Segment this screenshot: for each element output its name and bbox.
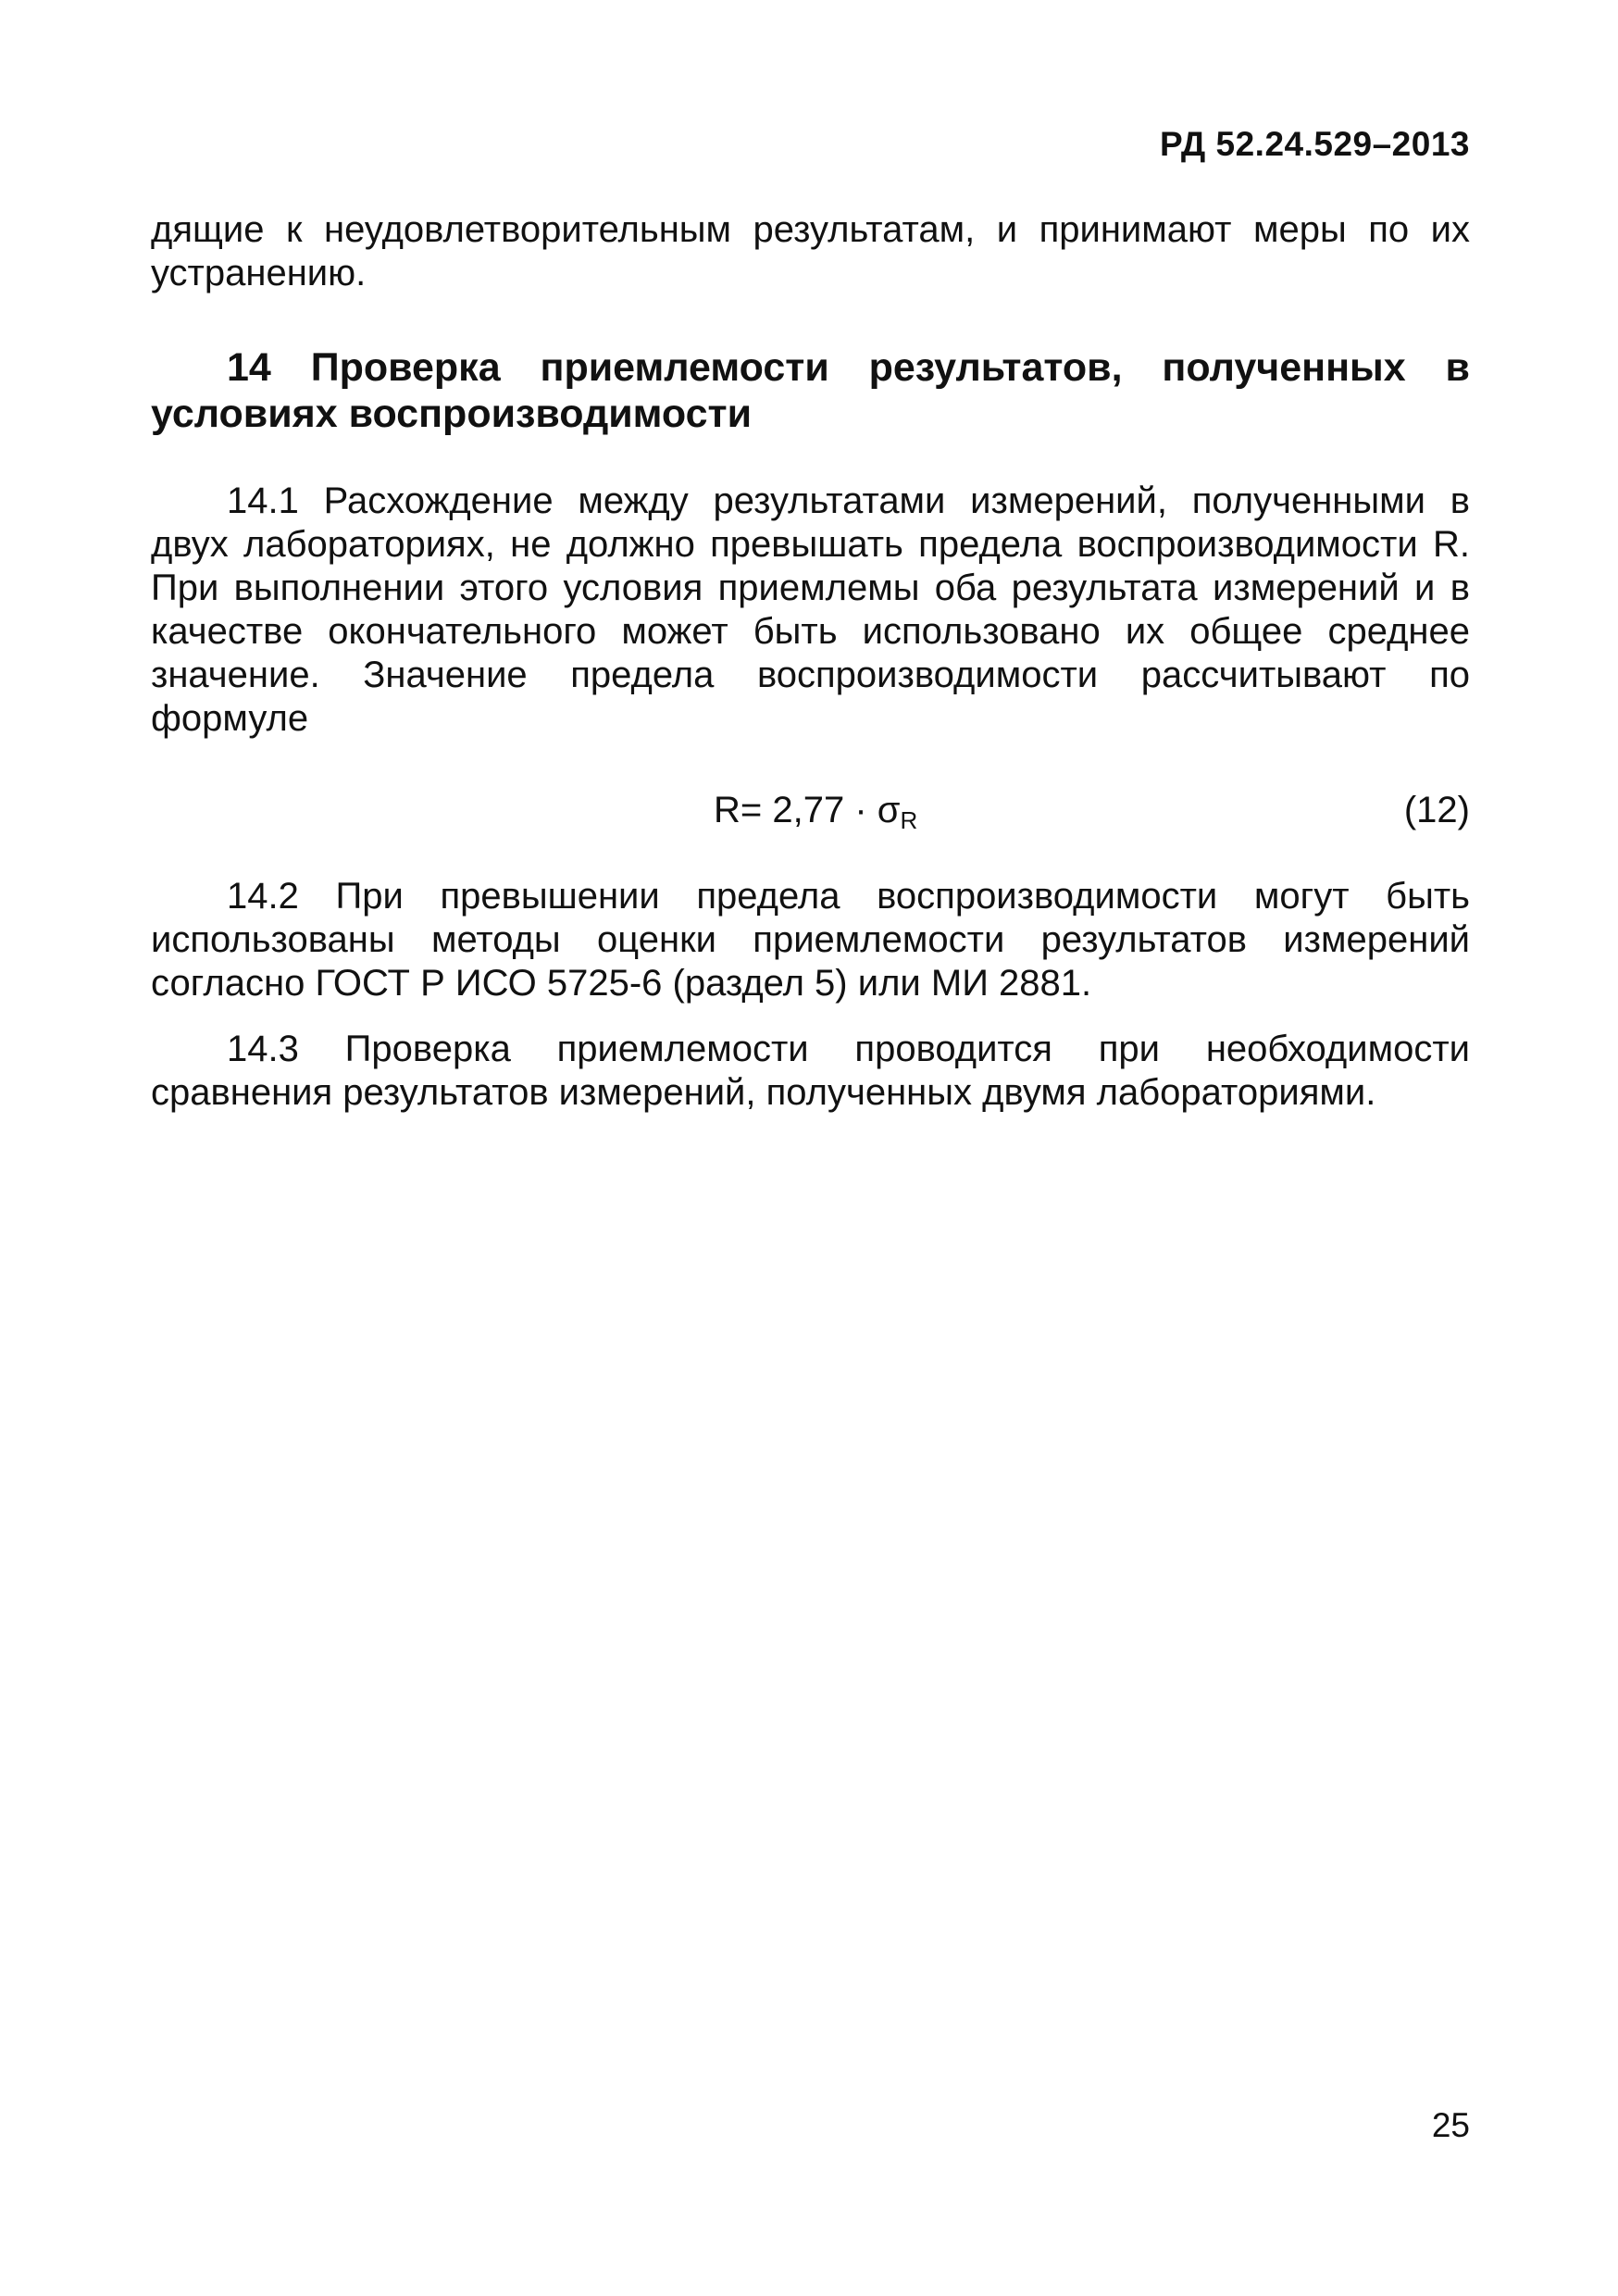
continuation-paragraph: дящие к неудовлетворительным результатам, и принимают меры по их устранению. bbox=[151, 209, 1470, 293]
section-14-heading bbox=[151, 344, 1470, 437]
paragraph-14-1: 14.1 Расхождение между результатами измерений, полученными в двух лабораториях, не должно превышать предела воспроизводимости R. При выполнении этого условия приемлемы оба результата измерений и в качестве окончательного может быть использовано их общее среднее значение. Значение предела воспроизводимости рассчитывают по формуле bbox=[151, 480, 1470, 739]
equation-number: (12) bbox=[1403, 790, 1470, 830]
paragraph-14-2: 14.2 При превышении предела воспроизводимости могут быть использованы методы оценки приемлемости результатов измерений согласно ГОСТ Р ИСО 5725-6 (раздел 5) или МИ 2881. bbox=[151, 876, 1470, 1004]
formula-12 bbox=[151, 787, 1470, 833]
section-14-heading-line1: 14 Проверка приемлемости результатов, полученных в bbox=[227, 345, 1470, 390]
formula-main: R= 2,77 · σ bbox=[714, 790, 901, 830]
formula-subscript: R bbox=[900, 806, 918, 834]
section-14-heading-line2: условиях воспроизводимости bbox=[151, 392, 753, 436]
page-number: 25 bbox=[1431, 2106, 1470, 2144]
paragraph-14-3: 14.3 Проверка приемлемости проводится при необходимости сравнения результатов измерений, полученных двумя лабораториями. bbox=[151, 1029, 1470, 1113]
document-code-header: РД 52.24.529–2013 bbox=[1160, 125, 1470, 163]
formula-expression bbox=[714, 787, 917, 843]
